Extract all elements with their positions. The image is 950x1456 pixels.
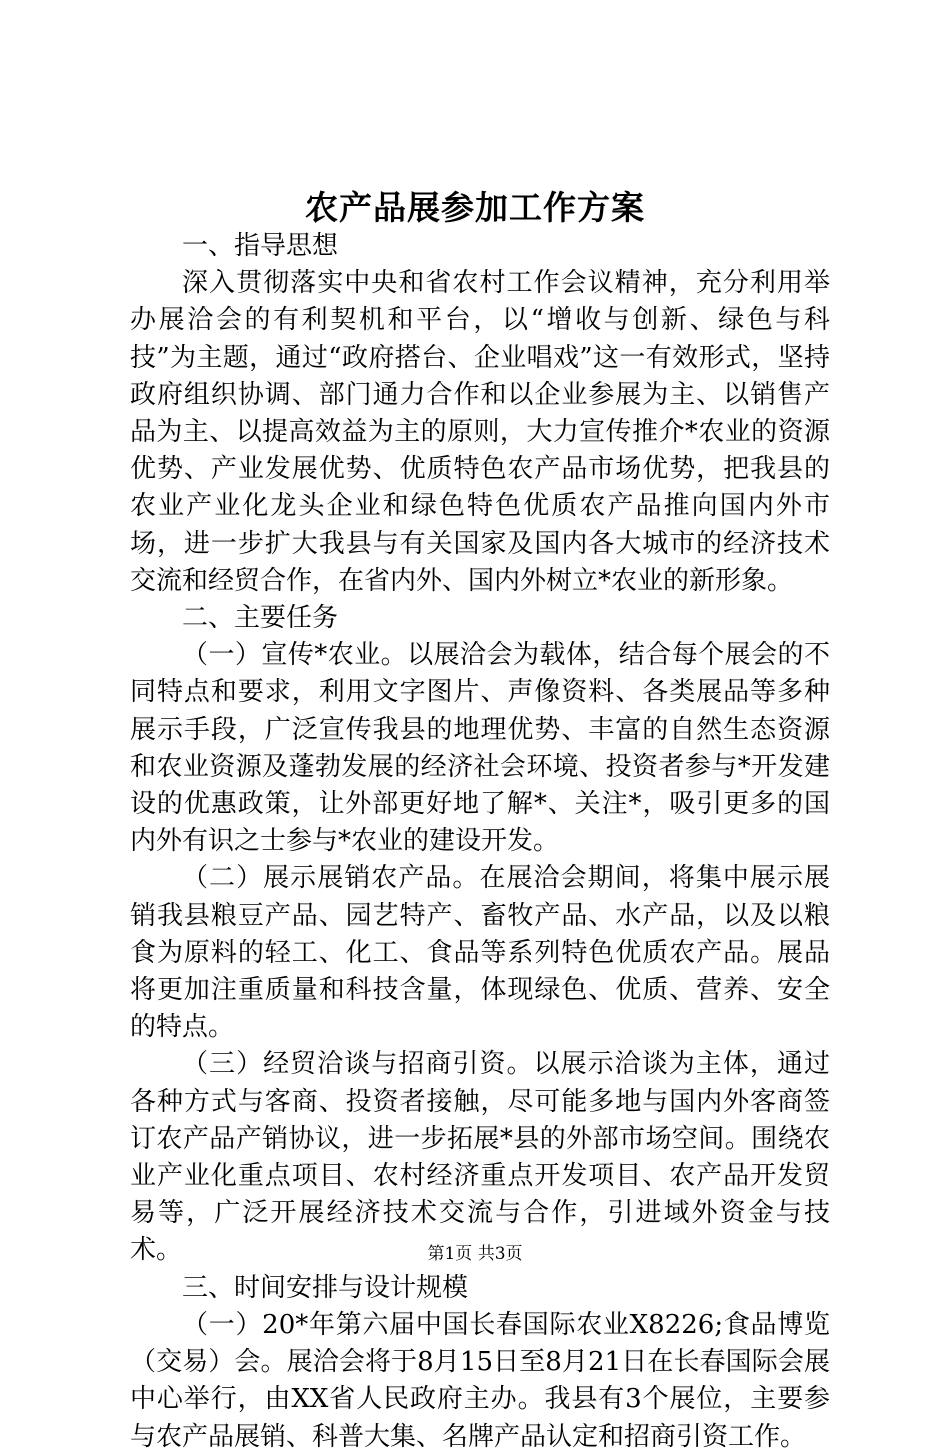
section-heading-guiding-ideology: 一、指导思想: [182, 231, 339, 261]
section-heading-main-tasks: 二、主要任务: [182, 603, 339, 634]
section-heading-schedule: 三、时间安排与设计规模: [182, 1272, 469, 1303]
paragraph-schedule-1: （一）20*年第六届中国长春国际农业X8226;食品博览（交易）会。展洽会将于8月15日至8月21日在长春国际会展中心举行，由XX省人民政府主办。我县有3个展位，主要参与农产品展销、科普大集、名牌产品认定和招商引资工作。: [130, 1309, 830, 1452]
page-footer: 第1页 共3页: [427, 1244, 523, 1264]
paragraph-task-2: （二）展示展销农产品。在展洽会期间，将集中展示展销我县粮豆产品、园艺特产、畜牧产品、水产品，以及以粮食为原料的轻工、化工、食品等系列特色优质农产品。展品将更加注重质量和科技含量，体现绿色、优质、营养、安全的特点。: [130, 863, 830, 1043]
document-body: [130, 228, 830, 1456]
paragraph-task-1: （一）宣传*农业。以展洽会为载体，结合每个展会的不同特点和要求，利用文字图片、声像资料、各类展品等多种展示手段，广泛宣传我县的地理优势、丰富的自然生态资源和农业资源及蓬勃发展的经济社会环境、投资者参与*开发建设的优惠政策，让外部更好地了解*、关注*，吸引更多的国内外有识之士参与*农业的建设开发。: [130, 640, 830, 857]
paragraph-task-3: （三）经贸洽谈与招商引资。以展示洽谈为主体，通过各种方式与客商、投资者接触，尽可能多地与国内外客商签订农产品产销协议，进一步拓展*县的外部市场空间。围绕农业产业化重点项目、农村经济重点开发项目、农产品开发贸易等，广泛开展经济技术交流与合作，引进域外资金与技术。: [130, 1049, 830, 1266]
paragraph-guiding-ideology: 深入贯彻落实中央和省农村工作会议精神，充分利用举办展洽会的有利契机和平台，以“增收与创新、绿色与科技”为主题，通过“政府搭台、企业唱戏”这一有效形式，坚持政府组织协调、部门通力合作和以企业参展为主、以销售产品为主、以提高效益为主的原则，大力宣传推介*农业的资源优势、产业发展优势、优质特色农产品市场优势，把我县的农业产业化龙头企业和绿色特色优质农产品推向国内外市场，进一步扩大我县与有关国家及国内各大城市的经济技术交流和经贸合作，在省内外、国内外树立*农业的新形象。: [130, 268, 830, 596]
document-title: 农产品展参加工作方案: [305, 188, 645, 227]
